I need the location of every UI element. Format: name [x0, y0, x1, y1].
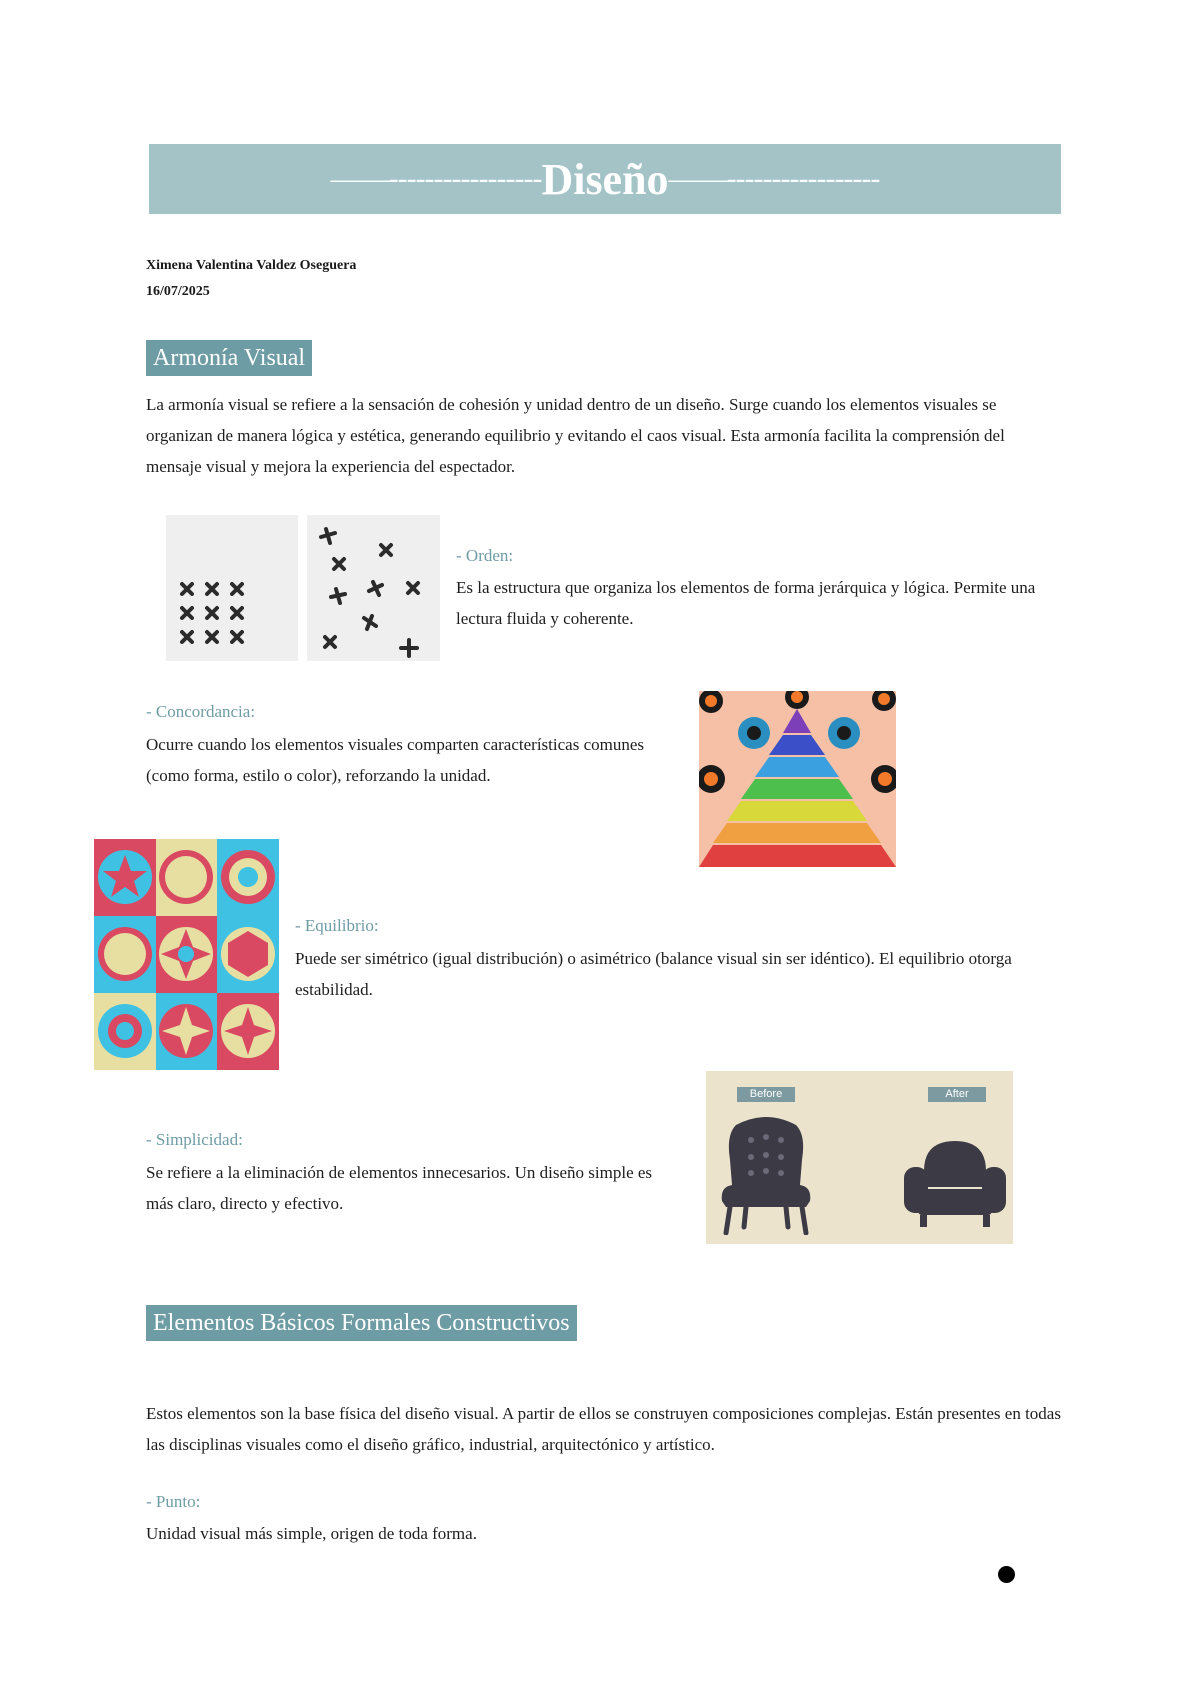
equilibrio-text: Puede ser simétrico (igual distribución) o asimétrico (balance visual sin ser idéntico). El equilibrio otorga estabilidad.	[295, 949, 1012, 999]
before-tag: Before	[737, 1087, 795, 1102]
author-name: Ximena Valentina Valdez Oseguera	[146, 258, 357, 273]
punto-text: Unidad visual más simple, origen de toda forma.	[146, 1524, 477, 1543]
section-heading-armonia: Armonía Visual	[146, 340, 312, 376]
section-heading-elementos: Elementos Básicos Formales Constructivos	[146, 1305, 577, 1341]
equilibrio-pattern-image	[94, 839, 279, 1070]
punto-label: - Punto:	[146, 1492, 201, 1511]
elementos-intro-paragraph: Estos elementos son la base física del diseño visual. A partir de ellos se construyen composiciones complejas. Están presentes en todas las disciplinas visuales como el diseño gráfico, industrial, arquitectónico y artístico.	[146, 1404, 1061, 1454]
title-dashes-right: ——-----------------	[668, 162, 880, 195]
orden-illustration	[166, 515, 440, 661]
document-title: Diseño	[541, 154, 669, 204]
concordancia-text: Ocurre cuando los elementos visuales comparten características comunes (como forma, estilo o color), reforzando la unidad.	[146, 735, 644, 785]
tile-motifs	[98, 850, 275, 1058]
simplicidad-label: - Simplicidad:	[146, 1130, 243, 1149]
orden-label: - Orden:	[456, 546, 514, 565]
concordancia-label: - Concordancia:	[146, 702, 256, 721]
document-date: 16/07/2025	[146, 284, 210, 299]
document-title-banner	[149, 144, 1061, 214]
concordancia-pyramid-image	[699, 691, 896, 867]
title-dashes-left: ——-----------------	[330, 162, 542, 195]
after-tag: After	[928, 1087, 986, 1102]
orden-text: Es la estructura que organiza los elementos de forma jerárquica y lógica. Permite una lectura fluida y coherente.	[456, 578, 1036, 628]
simplicidad-before-after-image	[706, 1071, 1013, 1244]
point-dot-illustration	[998, 1566, 1015, 1583]
simplicidad-text: Se refiere a la eliminación de elementos innecesarios. Un diseño simple es más claro, directo y efectivo.	[146, 1163, 653, 1213]
armonia-intro-paragraph: La armonía visual se refiere a la sensación de cohesión y unidad dentro de un diseño. Surge cuando los elementos visuales se organizan de manera lógica y estética, generando equilibrio y evitando el caos visual. Esta armonía facilita la comprensión del mensaje visual y mejora la experiencia del espectador.	[146, 395, 1005, 476]
simple-armchair-icon	[902, 1137, 1008, 1233]
equilibrio-label: - Equilibrio:	[295, 916, 379, 935]
ornate-chair-icon	[716, 1115, 816, 1235]
